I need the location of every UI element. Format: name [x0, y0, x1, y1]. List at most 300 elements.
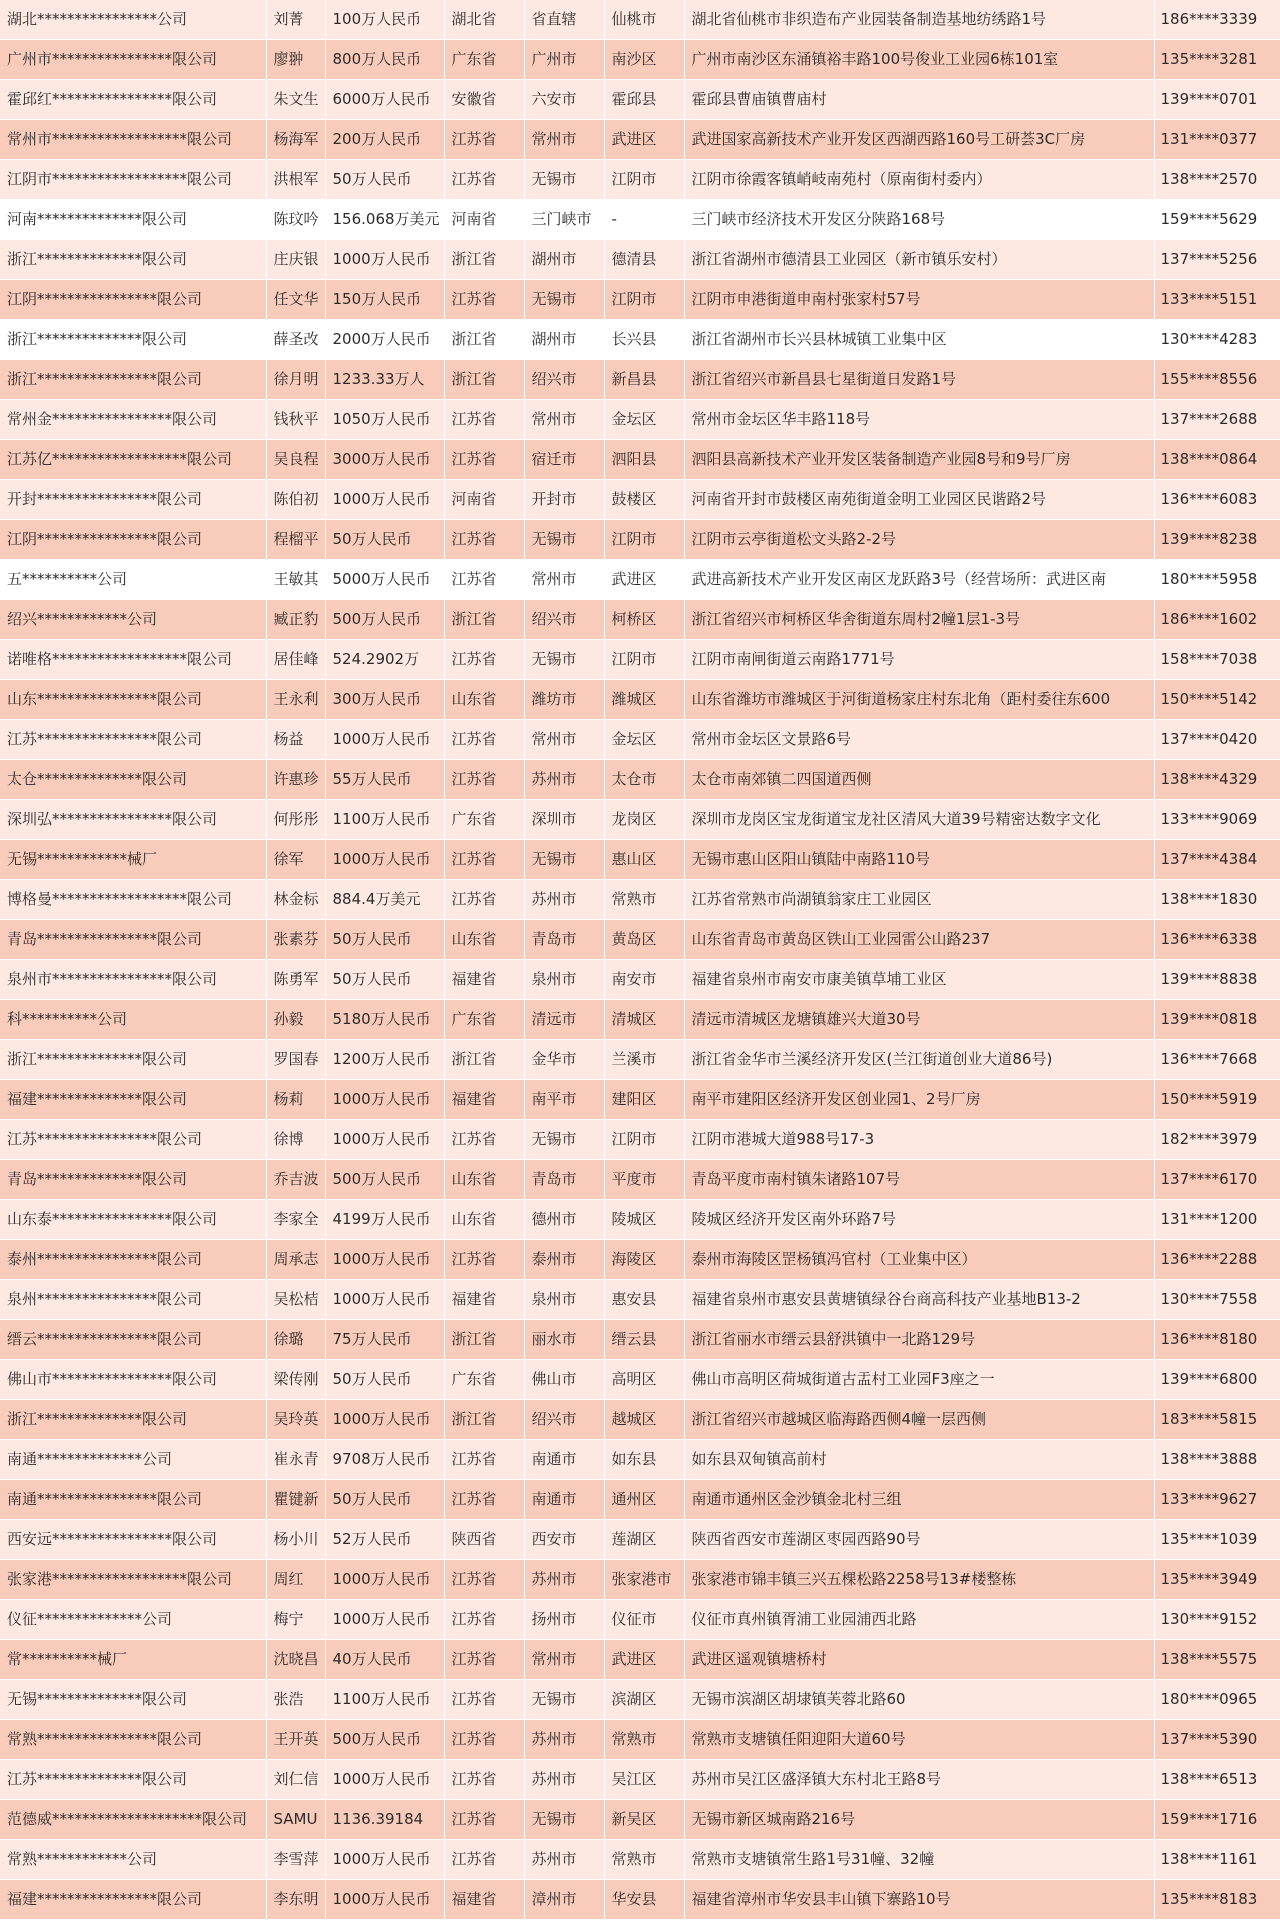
table-row [0, 480, 1280, 520]
legal-rep-cell: 朱文生 [266, 80, 325, 120]
registered-capital-cell: 2000万人民币 [325, 320, 444, 360]
registered-capital-cell: 50万人民币 [325, 520, 444, 560]
legal-rep-cell: 罗国春 [266, 1040, 325, 1080]
company-name-cell: 湖北****************公司 [0, 0, 266, 40]
province-cell: 山东省 [444, 1160, 524, 1200]
legal-rep-cell: 杨海军 [266, 120, 325, 160]
registered-capital-cell: 150万人民币 [325, 280, 444, 320]
district-cell: 黄岛区 [604, 920, 684, 960]
district-cell: 高明区 [604, 1360, 684, 1400]
province-cell: 浙江省 [444, 1400, 524, 1440]
registered-capital-cell: 1100万人民币 [325, 1680, 444, 1720]
company-name-cell: 泰州****************限公司 [0, 1240, 266, 1280]
province-cell: 江苏省 [444, 1600, 524, 1640]
address-cell: 霍邱县曹庙镇曹庙村 [684, 80, 1154, 120]
city-cell: 无锡市 [524, 520, 604, 560]
city-cell: 广州市 [524, 40, 604, 80]
table-row [0, 1840, 1280, 1880]
address-cell: 陵城区经济开发区南外环路7号 [684, 1200, 1154, 1240]
registered-capital-cell: 50万人民币 [325, 1480, 444, 1520]
company-name-cell: 江阴****************限公司 [0, 520, 266, 560]
phone-cell: 130****4283 [1154, 320, 1280, 360]
district-cell: 常熟市 [604, 880, 684, 920]
province-cell: 安徽省 [444, 80, 524, 120]
company-name-cell: 博格曼******************限公司 [0, 880, 266, 920]
registered-capital-cell: 1136.39184 [325, 1800, 444, 1840]
address-cell: 山东省潍坊市潍城区于河街道杨家庄村东北角（距村委往东600 [684, 680, 1154, 720]
registered-capital-cell: 1000万人民币 [325, 1080, 444, 1120]
province-cell: 江苏省 [444, 720, 524, 760]
phone-cell: 135****3281 [1154, 40, 1280, 80]
phone-cell: 138****4329 [1154, 760, 1280, 800]
address-cell: 江阴市南闸街道云南路1771号 [684, 640, 1154, 680]
province-cell: 江苏省 [444, 1440, 524, 1480]
company-name-cell: 常州金****************限公司 [0, 400, 266, 440]
phone-cell: 159****5629 [1154, 200, 1280, 240]
legal-rep-cell: 臧正豹 [266, 600, 325, 640]
province-cell: 江苏省 [444, 400, 524, 440]
phone-cell: 186****3339 [1154, 0, 1280, 40]
phone-cell: 137****5256 [1154, 240, 1280, 280]
district-cell: 兰溪市 [604, 1040, 684, 1080]
district-cell: 滨湖区 [604, 1680, 684, 1720]
province-cell: 广东省 [444, 1360, 524, 1400]
address-cell: 无锡市惠山区阳山镇陆中南路110号 [684, 840, 1154, 880]
company-name-cell: 青岛**************限公司 [0, 1160, 266, 1200]
registered-capital-cell: 1200万人民币 [325, 1040, 444, 1080]
registered-capital-cell: 75万人民币 [325, 1320, 444, 1360]
company-name-cell: 江苏****************限公司 [0, 720, 266, 760]
phone-cell: 138****5575 [1154, 1640, 1280, 1680]
district-cell: 常熟市 [604, 1840, 684, 1880]
legal-rep-cell: 徐军 [266, 840, 325, 880]
table-row [0, 1200, 1280, 1240]
district-cell: 常熟市 [604, 1720, 684, 1760]
registered-capital-cell: 55万人民币 [325, 760, 444, 800]
city-cell: 青岛市 [524, 920, 604, 960]
city-cell: 金华市 [524, 1040, 604, 1080]
registered-capital-cell: 6000万人民币 [325, 80, 444, 120]
company-name-cell: 浙江**************限公司 [0, 1400, 266, 1440]
registered-capital-cell: 1000万人民币 [325, 1760, 444, 1800]
province-cell: 福建省 [444, 960, 524, 1000]
legal-rep-cell: 陈玟吟 [266, 200, 325, 240]
registered-capital-cell: 1000万人民币 [325, 480, 444, 520]
district-cell: 缙云县 [604, 1320, 684, 1360]
address-cell: 广州市南沙区东涌镇裕丰路100号俊业工业园6栋101室 [684, 40, 1154, 80]
province-cell: 江苏省 [444, 280, 524, 320]
city-cell: 绍兴市 [524, 360, 604, 400]
registered-capital-cell: 1000万人民币 [325, 1600, 444, 1640]
table-row [0, 1720, 1280, 1760]
city-cell: 常州市 [524, 1640, 604, 1680]
province-cell: 江苏省 [444, 160, 524, 200]
district-cell: 江阴市 [604, 280, 684, 320]
district-cell: 华安县 [604, 1880, 684, 1920]
table-row [0, 1440, 1280, 1480]
company-name-cell: 南通****************限公司 [0, 1480, 266, 1520]
table-row [0, 400, 1280, 440]
legal-rep-cell: 杨益 [266, 720, 325, 760]
address-cell: 福建省漳州市华安县丰山镇下寨路10号 [684, 1880, 1154, 1920]
legal-rep-cell: 吴玲英 [266, 1400, 325, 1440]
address-cell: 南通市通州区金沙镇金北村三组 [684, 1480, 1154, 1520]
city-cell: 苏州市 [524, 880, 604, 920]
legal-rep-cell: 周承志 [266, 1240, 325, 1280]
registered-capital-cell: 1000万人民币 [325, 1280, 444, 1320]
company-name-cell: 江苏亿******************限公司 [0, 440, 266, 480]
company-name-cell: 常**********械厂 [0, 1640, 266, 1680]
address-cell: 张家港市锦丰镇三兴五棵松路2258号13#楼整栋 [684, 1560, 1154, 1600]
table-row [0, 1120, 1280, 1160]
phone-cell: 135****3949 [1154, 1560, 1280, 1600]
company-name-cell: 江苏**************限公司 [0, 1760, 266, 1800]
district-cell: 惠安县 [604, 1280, 684, 1320]
legal-rep-cell: 林金标 [266, 880, 325, 920]
address-cell: 泰州市海陵区罡杨镇冯官村（工业集中区） [684, 1240, 1154, 1280]
legal-rep-cell: 居佳峰 [266, 640, 325, 680]
legal-rep-cell: 廖翀 [266, 40, 325, 80]
province-cell: 广东省 [444, 800, 524, 840]
table-row [0, 1520, 1280, 1560]
district-cell: - [604, 200, 684, 240]
company-name-cell: 常州市******************限公司 [0, 120, 266, 160]
phone-cell: 150****5919 [1154, 1080, 1280, 1120]
table-row [0, 1360, 1280, 1400]
address-cell: 无锡市滨湖区胡埭镇芙蓉北路60 [684, 1680, 1154, 1720]
city-cell: 常州市 [524, 400, 604, 440]
address-cell: 浙江省绍兴市柯桥区华舍街道东周村2幢1层1-3号 [684, 600, 1154, 640]
district-cell: 张家港市 [604, 1560, 684, 1600]
company-name-cell: 河南**************限公司 [0, 200, 266, 240]
address-cell: 浙江省湖州市德清县工业园区（新市镇乐安村） [684, 240, 1154, 280]
province-cell: 河南省 [444, 200, 524, 240]
legal-rep-cell: 徐博 [266, 1120, 325, 1160]
legal-rep-cell: 吴良程 [266, 440, 325, 480]
registered-capital-cell: 1050万人民币 [325, 400, 444, 440]
phone-cell: 186****1602 [1154, 600, 1280, 640]
registered-capital-cell: 4199万人民币 [325, 1200, 444, 1240]
table-row [0, 1160, 1280, 1200]
table-row [0, 1760, 1280, 1800]
address-cell: 武进高新技术产业开发区南区龙跃路3号（经营场所：武进区南 [684, 560, 1154, 600]
address-cell: 江阴市申港街道申南村张家村57号 [684, 280, 1154, 320]
table-row [0, 800, 1280, 840]
district-cell: 仙桃市 [604, 0, 684, 40]
table-row [0, 1640, 1280, 1680]
legal-rep-cell: 张素芬 [266, 920, 325, 960]
table-row [0, 160, 1280, 200]
company-name-cell: 浙江**************限公司 [0, 240, 266, 280]
table-row [0, 1080, 1280, 1120]
address-cell: 浙江省绍兴市新昌县七星街道日发路1号 [684, 360, 1154, 400]
address-cell: 江苏省常熟市尚湖镇翁家庄工业园区 [684, 880, 1154, 920]
province-cell: 浙江省 [444, 240, 524, 280]
legal-rep-cell: 何彤彤 [266, 800, 325, 840]
district-cell: 鼓楼区 [604, 480, 684, 520]
city-cell: 泰州市 [524, 1240, 604, 1280]
phone-cell: 183****5815 [1154, 1400, 1280, 1440]
city-cell: 西安市 [524, 1520, 604, 1560]
legal-rep-cell: 王永利 [266, 680, 325, 720]
company-name-cell: 泉州市****************限公司 [0, 960, 266, 1000]
legal-rep-cell: 周红 [266, 1560, 325, 1600]
district-cell: 太仓市 [604, 760, 684, 800]
province-cell: 江苏省 [444, 520, 524, 560]
registered-capital-cell: 9708万人民币 [325, 1440, 444, 1480]
registered-capital-cell: 500万人民币 [325, 1160, 444, 1200]
legal-rep-cell: 崔永青 [266, 1440, 325, 1480]
city-cell: 绍兴市 [524, 600, 604, 640]
company-name-cell: 广州市****************限公司 [0, 40, 266, 80]
address-cell: 山东省青岛市黄岛区铁山工业园雷公山路237 [684, 920, 1154, 960]
table-row [0, 520, 1280, 560]
registered-capital-cell: 50万人民币 [325, 160, 444, 200]
registered-capital-cell: 5180万人民币 [325, 1000, 444, 1040]
legal-rep-cell: 李家全 [266, 1200, 325, 1240]
registered-capital-cell: 800万人民币 [325, 40, 444, 80]
legal-rep-cell: 张浩 [266, 1680, 325, 1720]
registered-capital-cell: 50万人民币 [325, 920, 444, 960]
province-cell: 江苏省 [444, 760, 524, 800]
province-cell: 江苏省 [444, 1240, 524, 1280]
province-cell: 江苏省 [444, 1640, 524, 1680]
table-row [0, 320, 1280, 360]
phone-cell: 150****5142 [1154, 680, 1280, 720]
phone-cell: 133****5151 [1154, 280, 1280, 320]
city-cell: 六安市 [524, 80, 604, 120]
phone-cell: 182****3979 [1154, 1120, 1280, 1160]
phone-cell: 139****0701 [1154, 80, 1280, 120]
phone-cell: 135****8183 [1154, 1880, 1280, 1920]
table-row [0, 1480, 1280, 1520]
registered-capital-cell: 1000万人民币 [325, 1400, 444, 1440]
address-cell: 常州市金坛区文景路6号 [684, 720, 1154, 760]
table-row [0, 1680, 1280, 1720]
address-cell: 浙江省湖州市长兴县林城镇工业集中区 [684, 320, 1154, 360]
table-row [0, 1000, 1280, 1040]
company-name-cell: 浙江**************限公司 [0, 320, 266, 360]
address-cell: 江阴市徐霞客镇峭岐南苑村（原南街村委内） [684, 160, 1154, 200]
province-cell: 浙江省 [444, 360, 524, 400]
table-row [0, 560, 1280, 600]
phone-cell: 139****8838 [1154, 960, 1280, 1000]
company-name-cell: 太仓**************限公司 [0, 760, 266, 800]
province-cell: 福建省 [444, 1880, 524, 1920]
province-cell: 湖北省 [444, 0, 524, 40]
city-cell: 苏州市 [524, 1560, 604, 1600]
city-cell: 丽水市 [524, 1320, 604, 1360]
city-cell: 清远市 [524, 1000, 604, 1040]
company-name-cell: 霍邱红****************限公司 [0, 80, 266, 120]
registered-capital-cell: 1000万人民币 [325, 240, 444, 280]
district-cell: 新昌县 [604, 360, 684, 400]
province-cell: 福建省 [444, 1280, 524, 1320]
phone-cell: 137****6170 [1154, 1160, 1280, 1200]
city-cell: 省直辖 [524, 0, 604, 40]
legal-rep-cell: 乔吉波 [266, 1160, 325, 1200]
legal-rep-cell: 王敏其 [266, 560, 325, 600]
table-row [0, 360, 1280, 400]
company-name-cell: 山东****************限公司 [0, 680, 266, 720]
table-row [0, 1560, 1280, 1600]
table-row [0, 200, 1280, 240]
province-cell: 江苏省 [444, 440, 524, 480]
province-cell: 山东省 [444, 680, 524, 720]
city-cell: 扬州市 [524, 1600, 604, 1640]
address-cell: 江阴市港城大道988号17-3 [684, 1120, 1154, 1160]
table-row [0, 880, 1280, 920]
city-cell: 无锡市 [524, 160, 604, 200]
legal-rep-cell: 薛圣改 [266, 320, 325, 360]
registered-capital-cell: 884.4万美元 [325, 880, 444, 920]
district-cell: 潍城区 [604, 680, 684, 720]
table-row [0, 1600, 1280, 1640]
district-cell: 仪征市 [604, 1600, 684, 1640]
phone-cell: 133****9627 [1154, 1480, 1280, 1520]
registered-capital-cell: 1000万人民币 [325, 840, 444, 880]
address-cell: 深圳市龙岗区宝龙街道宝龙社区清风大道39号精密达数字文化 [684, 800, 1154, 840]
address-cell: 浙江省丽水市缙云县舒洪镇中一北路129号 [684, 1320, 1154, 1360]
table-row [0, 1400, 1280, 1440]
legal-rep-cell: 杨莉 [266, 1080, 325, 1120]
company-name-cell: 江阴市******************限公司 [0, 160, 266, 200]
legal-rep-cell: 刘菁 [266, 0, 325, 40]
legal-rep-cell: 任文华 [266, 280, 325, 320]
address-cell: 常熟市支塘镇常生路1号31幢、32幢 [684, 1840, 1154, 1880]
registered-capital-cell: 1000万人民币 [325, 720, 444, 760]
city-cell: 常州市 [524, 560, 604, 600]
province-cell: 江苏省 [444, 560, 524, 600]
address-cell: 常州市金坛区华丰路118号 [684, 400, 1154, 440]
legal-rep-cell: 沈晓昌 [266, 1640, 325, 1680]
registered-capital-cell: 1000万人民币 [325, 1240, 444, 1280]
district-cell: 江阴市 [604, 520, 684, 560]
city-cell: 南平市 [524, 1080, 604, 1120]
table-row [0, 1880, 1280, 1920]
legal-rep-cell: 吴松桔 [266, 1280, 325, 1320]
address-cell: 浙江省绍兴市越城区临海路西侧4幢一层西侧 [684, 1400, 1154, 1440]
legal-rep-cell: 程榴平 [266, 520, 325, 560]
company-name-cell: 泉州****************限公司 [0, 1280, 266, 1320]
company-name-cell: 南通**************公司 [0, 1440, 266, 1480]
table-row [0, 1320, 1280, 1360]
district-cell: 南安市 [604, 960, 684, 1000]
province-cell: 浙江省 [444, 1320, 524, 1360]
legal-rep-cell: 钱秋平 [266, 400, 325, 440]
address-cell: 武进国家高新技术产业开发区西湖西路160号工研荟3C厂房 [684, 120, 1154, 160]
district-cell: 武进区 [604, 1640, 684, 1680]
phone-cell: 137****4384 [1154, 840, 1280, 880]
phone-cell: 137****2688 [1154, 400, 1280, 440]
province-cell: 江苏省 [444, 1840, 524, 1880]
phone-cell: 180****5958 [1154, 560, 1280, 600]
district-cell: 清城区 [604, 1000, 684, 1040]
company-name-cell: 江阴****************限公司 [0, 280, 266, 320]
province-cell: 江苏省 [444, 1760, 524, 1800]
company-name-cell: 诺唯格******************限公司 [0, 640, 266, 680]
registered-capital-cell: 524.2902万 [325, 640, 444, 680]
phone-cell: 136****7668 [1154, 1040, 1280, 1080]
company-name-cell: 佛山市****************限公司 [0, 1360, 266, 1400]
table-row [0, 40, 1280, 80]
province-cell: 浙江省 [444, 1040, 524, 1080]
table-row [0, 1800, 1280, 1840]
legal-rep-cell: 梁传刚 [266, 1360, 325, 1400]
company-name-cell: 江苏****************限公司 [0, 1120, 266, 1160]
city-cell: 南通市 [524, 1440, 604, 1480]
phone-cell: 138****6513 [1154, 1760, 1280, 1800]
registered-capital-cell: 1000万人民币 [325, 1840, 444, 1880]
company-name-cell: 常熟************公司 [0, 1840, 266, 1880]
legal-rep-cell: 瞿键新 [266, 1480, 325, 1520]
phone-cell: 155****8556 [1154, 360, 1280, 400]
district-cell: 金坛区 [604, 400, 684, 440]
registered-capital-cell: 200万人民币 [325, 120, 444, 160]
city-cell: 开封市 [524, 480, 604, 520]
address-cell: 浙江省金华市兰溪经济开发区(兰江街道创业大道86号) [684, 1040, 1154, 1080]
district-cell: 江阴市 [604, 1120, 684, 1160]
city-cell: 无锡市 [524, 640, 604, 680]
registered-capital-cell: 1000万人民币 [325, 1120, 444, 1160]
district-cell: 建阳区 [604, 1080, 684, 1120]
company-name-cell: 青岛****************限公司 [0, 920, 266, 960]
city-cell: 漳州市 [524, 1880, 604, 1920]
district-cell: 莲湖区 [604, 1520, 684, 1560]
address-cell: 苏州市吴江区盛泽镇大东村北王路8号 [684, 1760, 1154, 1800]
table-row [0, 640, 1280, 680]
company-name-cell: 无锡************械厂 [0, 840, 266, 880]
table-row [0, 760, 1280, 800]
legal-rep-cell: 陈勇军 [266, 960, 325, 1000]
company-name-cell: 浙江**************限公司 [0, 1040, 266, 1080]
phone-cell: 138****0864 [1154, 440, 1280, 480]
registered-capital-cell: 50万人民币 [325, 960, 444, 1000]
district-cell: 江阴市 [604, 160, 684, 200]
phone-cell: 180****0965 [1154, 1680, 1280, 1720]
company-name-cell: 科**********公司 [0, 1000, 266, 1040]
phone-cell: 136****2288 [1154, 1240, 1280, 1280]
address-cell: 河南省开封市鼓楼区南苑街道金明工业园区民谐路2号 [684, 480, 1154, 520]
phone-cell: 136****6338 [1154, 920, 1280, 960]
registered-capital-cell: 156.068万美元 [325, 200, 444, 240]
address-cell: 南平市建阳区经济开发区创业园1、2号厂房 [684, 1080, 1154, 1120]
district-cell: 泗阳县 [604, 440, 684, 480]
city-cell: 苏州市 [524, 1760, 604, 1800]
province-cell: 广东省 [444, 40, 524, 80]
province-cell: 浙江省 [444, 320, 524, 360]
registered-capital-cell: 3000万人民币 [325, 440, 444, 480]
city-cell: 无锡市 [524, 1680, 604, 1720]
address-cell: 太仓市南郊镇二四国道西侧 [684, 760, 1154, 800]
company-name-cell: 无锡**************限公司 [0, 1680, 266, 1720]
address-cell: 福建省泉州市惠安县黄塘镇绿谷台商高科技产业基地B13-2 [684, 1280, 1154, 1320]
registered-capital-cell: 300万人民币 [325, 680, 444, 720]
province-cell: 江苏省 [444, 1120, 524, 1160]
registered-capital-cell: 52万人民币 [325, 1520, 444, 1560]
legal-rep-cell: 洪根军 [266, 160, 325, 200]
city-cell: 泉州市 [524, 1280, 604, 1320]
company-name-cell: 深圳弘****************限公司 [0, 800, 266, 840]
city-cell: 无锡市 [524, 1120, 604, 1160]
phone-cell: 139****6800 [1154, 1360, 1280, 1400]
registered-capital-cell: 1000万人民币 [325, 1560, 444, 1600]
district-cell: 惠山区 [604, 840, 684, 880]
legal-rep-cell: 李东明 [266, 1880, 325, 1920]
city-cell: 深圳市 [524, 800, 604, 840]
table-row [0, 1040, 1280, 1080]
address-cell: 无锡市新区城南路216号 [684, 1800, 1154, 1840]
